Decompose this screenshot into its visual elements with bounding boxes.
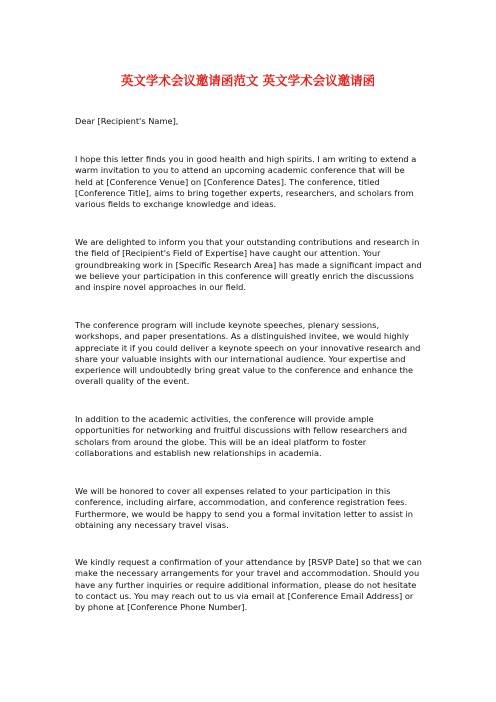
paragraph-expenses: We will be honored to cover all expenses related to your participation in this conference, including airfare, accommodation, and conference registration fees. Furthermore, we would be happy to send you a formal invitation letter to assist in obtaining any necessary travel visas. xyxy=(75,486,414,530)
paragraph-networking: In addition to the academic activities, the conference will provide ample opportunities for networking and fruitful discussions with fellow researchers and scholars from around the globe. This will be an ideal platform to foster collaborations and establish new relationships in academia. xyxy=(75,414,407,458)
paragraph-program: The conference program will include keynote speeches, plenary sessions, workshops, and paper presentations. As a distinguished invitee, we would highly appreciate it if you could deliver a keynote speech on your innovative research and share your valuable insights with our international audience. Your expertise and experience will undoubtedly bring great value to the conference and enhance the overall quality of the event. xyxy=(75,320,421,387)
paragraph-rsvp: We kindly request a confirmation of your attendance by [RSVP Date] so that we can make the necessary arrangements for your travel and accommodation. Should you have any further inquiries or require additional information, please do not hesitate to contact us. You may reach out to us via email at [Conference Email Address] or by phone at [Conference Phone Number]. xyxy=(75,557,422,613)
document-title: 英文学术会议邀请函范文 英文学术会议邀请函 xyxy=(120,73,376,88)
salutation: Dear [Recipient's Name], xyxy=(75,116,179,126)
paragraph-recognition: We are delighted to inform you that your outstanding contributions and research in the field of [Recipient's Field of Expertise] have caught our attention. Your groundbreaking work in [Specific Research Area] has made a significant impact and we believe your participation in this conference will greatly enrich the discussions and inspire novel approaches in our field. xyxy=(75,237,422,293)
paragraph-greeting: I hope this letter finds you in good health and high spirits. I am writing to extend a warm invitation to you to attend an upcoming academic conference that will be held at [Conference Venue] on [Conference Dates]. The conference, titled [Conference Title], aims to bring together experts, researchers, and scholars from various fields to exchange knowledge and ideas. xyxy=(75,154,417,210)
